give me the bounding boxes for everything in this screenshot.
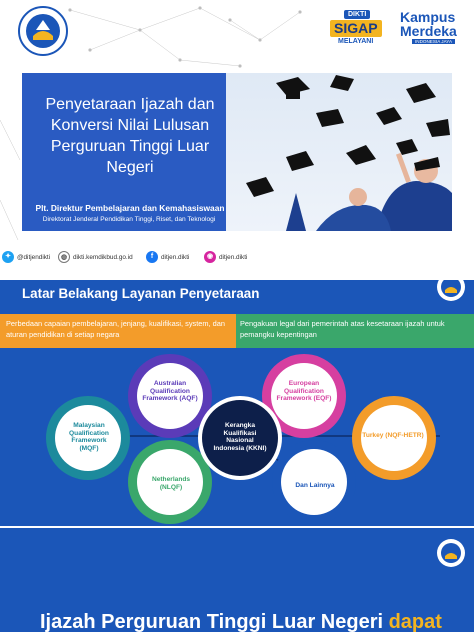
kampus-merdeka-logo	[398, 8, 470, 50]
next-slide-preview	[0, 528, 474, 632]
slide3-title-accent: dapat	[388, 611, 442, 632]
instagram-icon: ◉	[204, 251, 216, 263]
social-facebook-text: ditjen.dikti	[161, 253, 190, 261]
organization-name: Direktorat Jenderal Pendidikan Tinggi, Riset, dan Teknologi	[42, 216, 216, 223]
social-twitter[interactable]	[2, 250, 50, 264]
node-aqf: Australian Qualification Framework (AQF)	[142, 380, 198, 403]
slide3-title	[40, 611, 442, 632]
cover-slide	[0, 0, 474, 278]
social-instagram-text: ditjen.dikti	[219, 253, 248, 261]
slide-title: Latar Belakang Layanan Penyetaraan	[22, 286, 260, 301]
melayani-text: MELAYANI	[338, 38, 374, 45]
dikti-sigap-logo	[328, 10, 394, 50]
node-nlqf: Netherlands (NLQF)	[151, 476, 191, 491]
reason-box-differences: Perbedaan capaian pembelajaran, jenjang, kualifikasi, system, dan aturan pendidikan di setiap negara	[0, 314, 236, 348]
twitter-icon: ✦	[2, 251, 14, 263]
social-instagram[interactable]	[204, 250, 247, 264]
node-lainnya: Dan Lainnya	[295, 482, 335, 489]
merdeka-text: Merdeka	[400, 23, 457, 39]
node-eqf: European Qualification Framework (EQF)	[276, 380, 332, 403]
slide3-title-text: Ijazah Perguruan Tinggi Luar Negeri	[40, 611, 384, 632]
reason-box-legal: Pengakuan legal dari pemerintah atas kesetaraan ijazah untuk pemangku kepentingan	[236, 314, 474, 348]
social-twitter-text: @ditjendikti	[17, 253, 51, 261]
node-kkni: Kerangka Kualifikasi Nasional Indonesia (KKNI)	[213, 422, 267, 452]
social-web[interactable]	[58, 250, 133, 264]
node-mqf: Malaysian Qualification Framework (MQF)	[69, 422, 109, 452]
background-slide	[0, 280, 474, 526]
graduation-photo	[226, 73, 452, 231]
indonesia-jaya-text: INDONESIA JAYA	[412, 39, 455, 44]
node-turkey: Turkey (NQF-HETR)	[362, 432, 424, 439]
social-web-text: dikti.kemdikbud.go.id	[73, 253, 133, 261]
sigap-text: SIGAP	[330, 20, 382, 37]
web-icon: ◍	[58, 251, 70, 263]
kampus-text: Kampus	[400, 9, 456, 25]
dikti-text: DIKTI	[344, 10, 370, 19]
kemendikbud-logo-small-2	[436, 538, 466, 568]
kemendikbud-logo	[18, 6, 68, 56]
social-facebook[interactable]	[146, 250, 189, 264]
facebook-icon: f	[146, 251, 158, 263]
kemendikbud-logo-small	[436, 280, 466, 302]
presentation-title: Penyetaraan Ijazah dan Konversi Nilai Lulusan Perguruan Tinggi Luar Negeri	[45, 96, 215, 176]
presenter-title: Plt. Direktur Pembelajaran dan Kemahasiswaan	[35, 203, 225, 213]
